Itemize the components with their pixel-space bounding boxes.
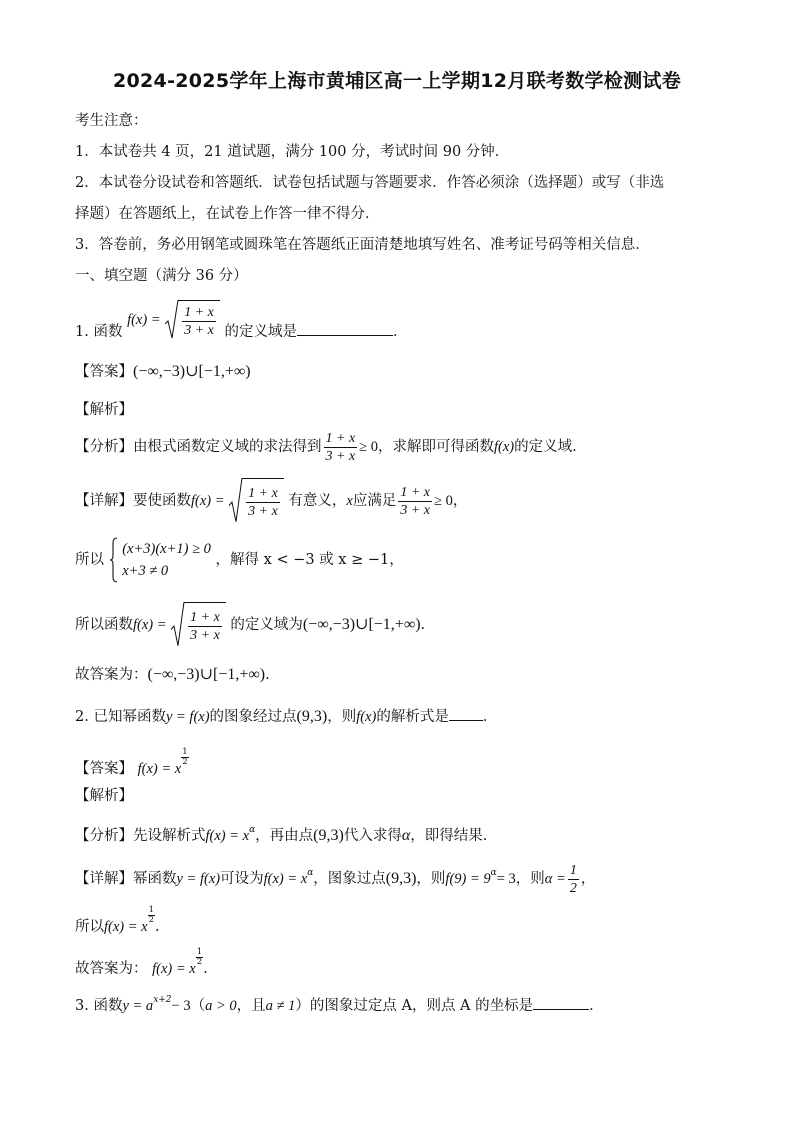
q1-suffix: 的定义域是 — [224, 324, 297, 340]
q1-detail: 【详解】要使函数f(x) = $\frac{1 + x}{3 + x}$ 有意义，x应满足 $\frac{1 + x}{3 + x}$ ≥ 0， — [75, 478, 467, 524]
q1-sys-line-1: (x+3)(x+1) ≥ 0 — [122, 541, 211, 557]
notice-item-2-cont: 择题）在答题纸上，在试卷上作答一律不得分． — [75, 206, 380, 222]
radical-icon — [171, 602, 185, 648]
q1-jiexi: 【解析】 — [75, 402, 133, 418]
notice-item-3: 3．答卷前，务必用钢笔或圆珠笔在答题纸正面清楚地填写姓名、准考证号码等相关信息． — [75, 237, 650, 253]
q2-so: 所以f(x) = x $\frac{1}{2}$ . — [75, 905, 160, 935]
q1-final: 故答案为：(−∞,−3)∪[−1,+∞). — [75, 666, 270, 683]
q1-analysis: 【分析】由根式函数定义域的求法得到 $\frac{1 + x}{3 + x}$ ≥ 0，求解即可得函数f(x)的定义域. — [75, 430, 577, 464]
q2-detail: 【详解】幂函数y = f(x)可设为$f(x) = x^\alpha$，图象过点(9,3)，则$f(9) = 9^\alpha= 3$，则α = $\frac{1}{2}$ ， — [75, 862, 596, 896]
question-3: 3. 函数$y = a^{x+2}- 3(a > 0$，且a ≠ 1）的图象过定点 A，则点 A 的坐标是 ． — [75, 995, 604, 1014]
notice-item-1: 1．本试卷共 4 页，21 道试题，满分 100 分，考试时间 90 分钟． — [75, 144, 510, 160]
q2-jiexi: 【解析】 — [75, 788, 133, 804]
radical-icon — [165, 300, 179, 340]
radical-icon — [229, 478, 243, 524]
page-title: 2024-2025学年上海市黄埔区高一上学期12月联考数学检测试卷 — [113, 70, 681, 92]
q1-answer-blank — [297, 321, 393, 336]
question-1: 1. 函数 f(x) = $\frac{1 + x}{3 + x}$ 的定义域是 ． — [75, 300, 407, 351]
left-brace-icon — [109, 537, 118, 583]
q2-answer: 【答案】 f(x) = x $\frac{1}{2}$ — [75, 747, 188, 777]
q1-system: 所以 (x+3)(x+1) ≥ 0 x+3 ≠ 0 ，解得 x < −3 或 x ≥ −1， — [75, 536, 404, 584]
q1-answer — [75, 362, 251, 382]
q1-domain: 所以函数f(x) = $\frac{1 + x}{3 + x}$ 的定义域为(−∞,−3)∪[−1,+∞). — [75, 602, 425, 648]
q1-prefix: 1. 函数 — [75, 324, 123, 340]
q2-answer-blank — [449, 706, 483, 721]
question-2: 2. 已知幂函数y = f(x)的图象经过点(9,3)，则f(x)的解析式是 ． — [75, 708, 498, 725]
q3-answer-blank — [533, 995, 589, 1010]
answer-label: 【答案】 — [75, 364, 133, 380]
section-heading: 一、填空题（满分 36 分） — [75, 268, 248, 284]
q2-analysis: 【分析】先设解析式$f(x) = x^\alpha$，再由点(9,3)代入求得α，即得结果. — [75, 825, 488, 844]
q1-sys-line-2: x+3 ≠ 0 — [122, 563, 169, 579]
notice-item-2: 2．本试卷分设试卷和答题纸．试卷包括试题与答题要求．作答必须涂（选择题）或写（非选 — [75, 175, 665, 191]
q1-func: f(x) = — [127, 312, 161, 328]
answer-label: 【答案】 — [75, 761, 133, 777]
notice-heading: 考生注意： — [75, 113, 148, 129]
q2-final: 故答案为： f(x) = x $\frac{1}{2}$ . — [75, 947, 208, 977]
q1-sqrt: $\frac{1 + x}{3 + x}$ — [165, 300, 220, 340]
q1-answer-value: (−∞,−3)∪[−1,+∞) — [133, 363, 251, 380]
